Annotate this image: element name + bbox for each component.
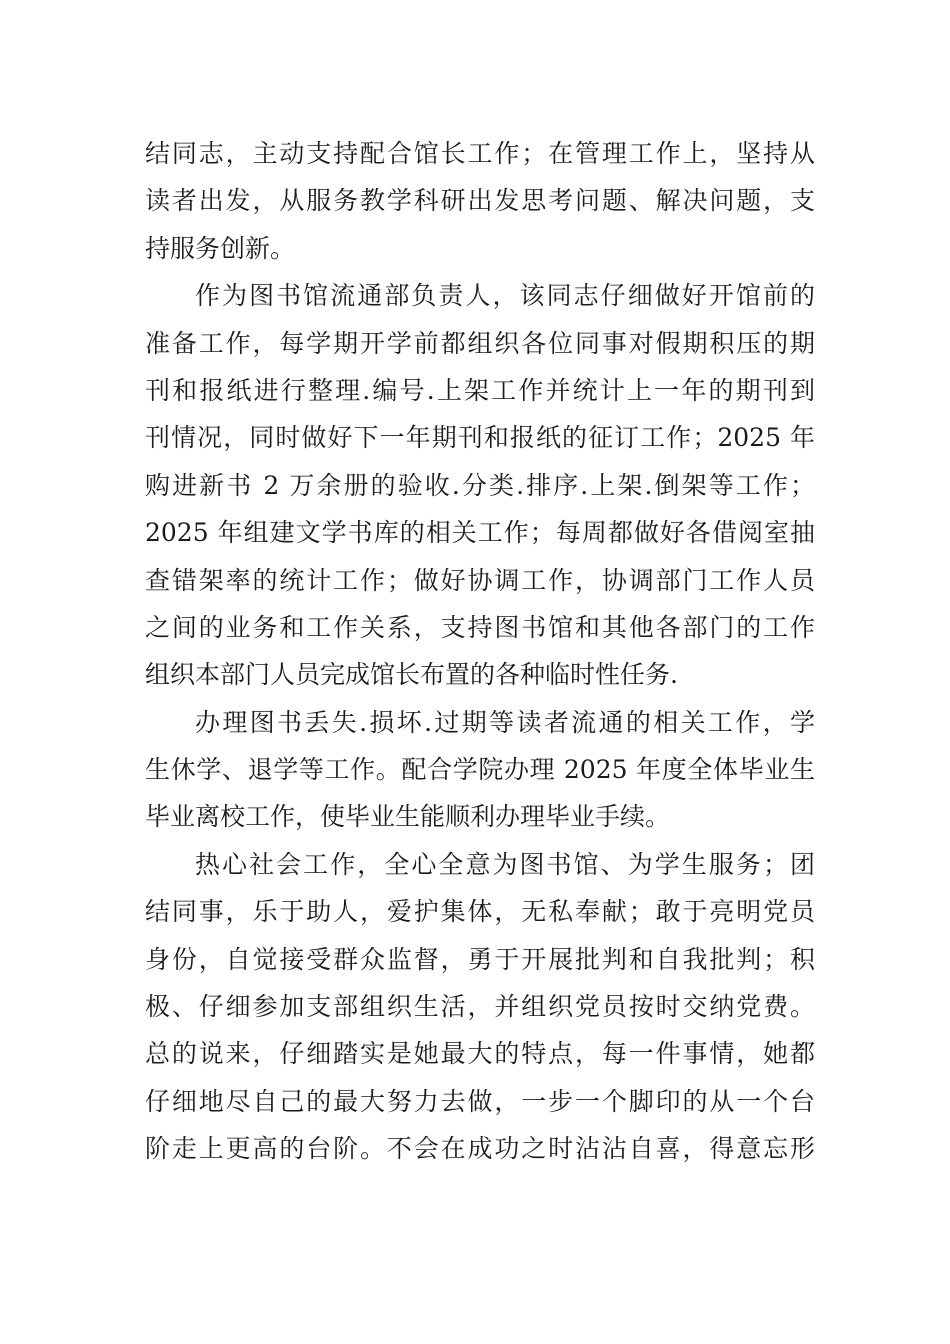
text-line: 办理图书丢失.损坏.过期等读者流通的相关工作，学	[195, 707, 815, 737]
text-line: 身份，自觉接受群众监督，勇于开展批判和自我批判；积	[145, 944, 815, 974]
text-line: 生休学、退学等工作。配合学院办理 2025 年度全体毕业生	[145, 755, 815, 785]
text-line: 极、仔细参加支部组织生活，并组织党员按时交纳党费。	[145, 992, 815, 1022]
text-line: 刊情况，同时做好下一年期刊和报纸的征订工作；2025 年	[145, 423, 815, 453]
body-text	[145, 130, 815, 1173]
text-line: 仔细地尽自己的最大努力去做，一步一个脚印的从一个台	[145, 1086, 815, 1116]
text-line: 毕业离校工作，使毕业生能顺利办理毕业手续。	[145, 802, 671, 832]
text-line: 结同事，乐于助人，爱护集体，无私奉献；敢于亮明党员	[145, 897, 815, 927]
text-line: 持服务创新。	[145, 233, 296, 263]
text-line: 热心社会工作，全心全意为图书馆、为学生服务；团	[195, 849, 815, 879]
text-line: 购进新书 2 万余册的验收.分类.排序.上架.倒架等工作；	[145, 470, 815, 500]
text-line: 之间的业务和工作关系，支持图书馆和其他各部门的工作	[145, 612, 815, 642]
text-line: 刊和报纸进行整理.编号.上架工作并统计上一年的期刊到	[145, 375, 815, 405]
text-line: 查错架率的统计工作；做好协调工作，协调部门工作人员	[145, 565, 815, 595]
text-line: 阶走上更高的台阶。不会在成功之时沾沾自喜，得意忘形	[145, 1134, 815, 1164]
text-line: 组织本部门人员完成馆长布置的各种临时性任务.	[145, 660, 678, 690]
text-line: 读者出发，从服务教学科研出发思考问题、解决问题，支	[145, 186, 815, 216]
text-line: 2025 年组建文学书库的相关工作；每周都做好各借阅室抽	[145, 518, 815, 548]
text-line: 作为图书馆流通部负责人，该同志仔细做好开馆前的	[195, 281, 815, 311]
text-line: 准备工作，每学期开学前都组织各位同事对假期积压的期	[145, 328, 815, 358]
text-line: 总的说来，仔细踏实是她最大的特点，每一件事情，她都	[145, 1039, 815, 1069]
text-line: 结同志，主动支持配合馆长工作；在管理工作上，坚持从	[145, 139, 815, 168]
